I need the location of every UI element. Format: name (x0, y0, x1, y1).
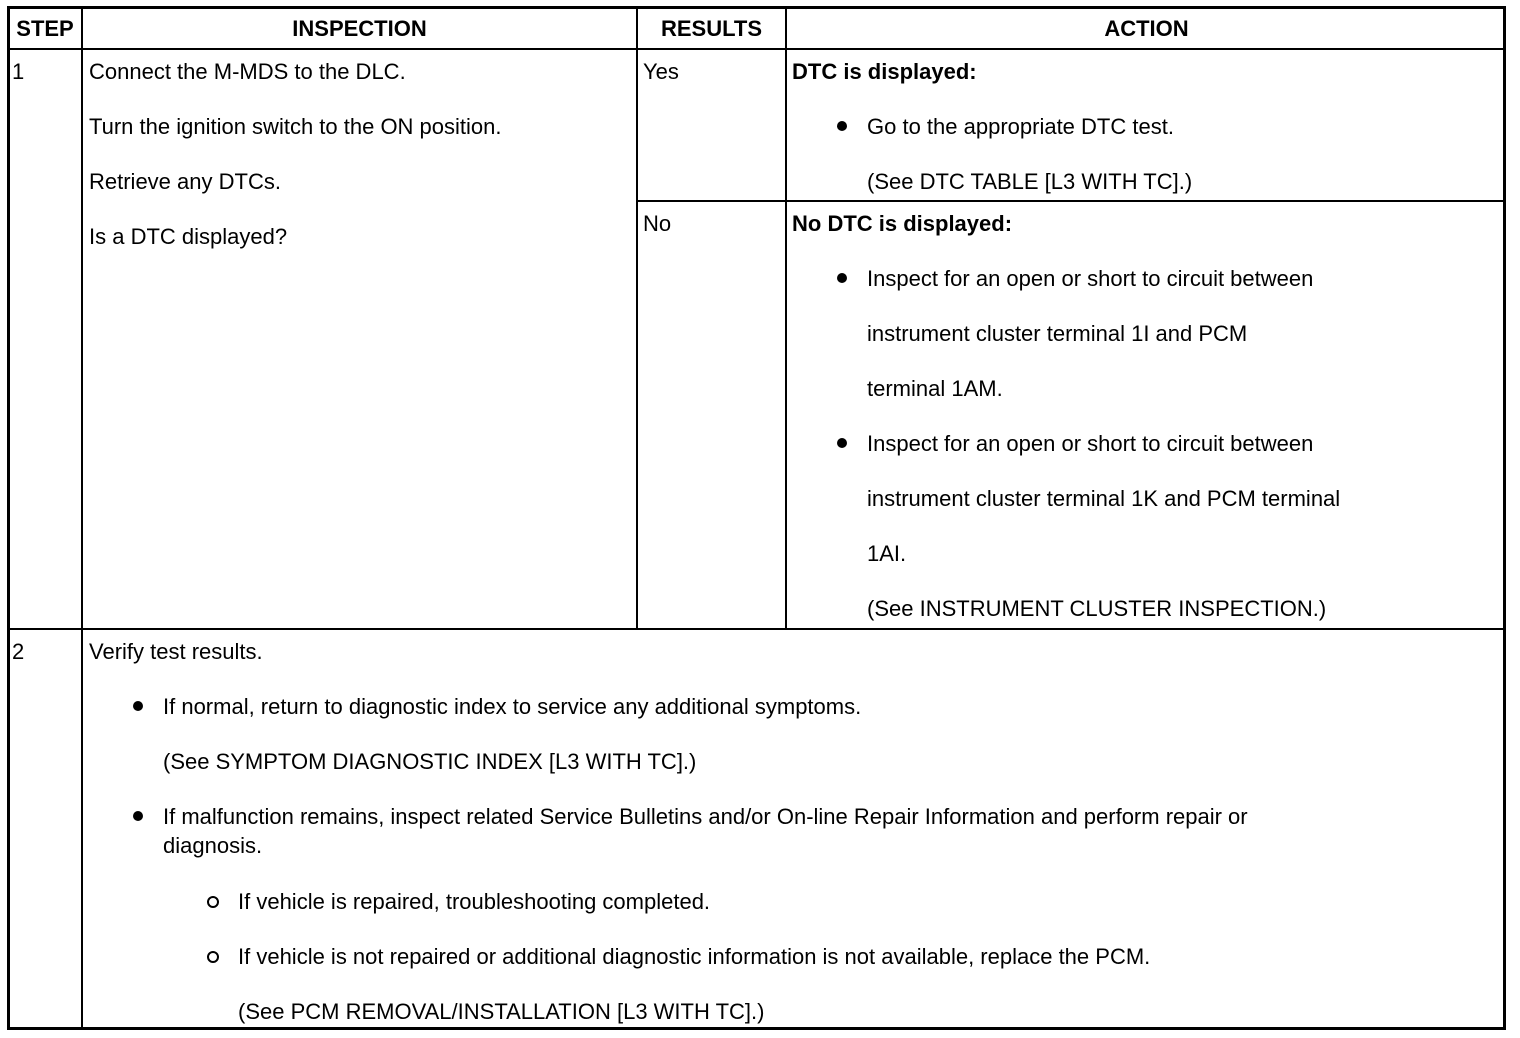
step-number-1: 1 (12, 59, 25, 84)
header-action: ACTION (1104, 16, 1189, 41)
action-no-bullet1-line2: instrument cluster terminal 1I and PCM (867, 321, 1248, 346)
action-no-bullet2-line1: Inspect for an open or short to circuit between (867, 431, 1314, 456)
action-no-heading: No DTC is displayed: (792, 211, 1013, 236)
diagnostic-table (7, 6, 1506, 1030)
sub-bullet-icon (207, 951, 219, 963)
action-no-reference: (See INSTRUMENT CLUSTER INSPECTION.) (867, 596, 1327, 621)
result-yes: Yes (643, 59, 679, 84)
column-divider-step (81, 6, 83, 1030)
step2-sub2: If vehicle is not repaired or additional diagnostic information is not available, replace the PCM. (238, 944, 1151, 969)
header-inspection: INSPECTION (292, 16, 427, 41)
inspection-line-1: Connect the M-MDS to the DLC. (89, 59, 406, 84)
sub-bullet-icon (207, 896, 219, 908)
step2-reference2: (See PCM REMOVAL/INSTALLATION [L3 WITH TC].) (238, 999, 765, 1024)
action-no-bullet2-line2: instrument cluster terminal 1K and PCM terminal (867, 486, 1341, 511)
action-yes-heading: DTC is displayed: (792, 59, 977, 84)
bullet-icon (133, 811, 143, 821)
step2-bullet2-line1: If malfunction remains, inspect related Service Bulletins and/or On-line Repair Information and perform repair or (163, 804, 1248, 829)
bullet-icon (837, 121, 847, 131)
inspection-line-3: Retrieve any DTCs. (89, 169, 281, 194)
action-yes-bullet: Go to the appropriate DTC test. (867, 114, 1174, 139)
step2-bullet2-line2: diagnosis. (163, 833, 263, 858)
action-no-bullet1-line3: terminal 1AM. (867, 376, 1003, 401)
action-no-bullet1-line1: Inspect for an open or short to circuit between (867, 266, 1314, 291)
step2-sub1: If vehicle is repaired, troubleshooting completed. (238, 889, 711, 914)
step2-intro: Verify test results. (89, 639, 263, 664)
inspection-line-2: Turn the ignition switch to the ON position. (89, 114, 502, 139)
bullet-icon (133, 701, 143, 711)
step-number-2: 2 (12, 639, 25, 664)
bullet-icon (837, 438, 847, 448)
yes-no-divider (636, 200, 1506, 202)
bullet-icon (837, 273, 847, 283)
column-divider-results (785, 6, 787, 629)
inspection-question: Is a DTC displayed? (89, 224, 288, 249)
header-results: RESULTS (660, 16, 763, 41)
step-row-divider (7, 628, 1506, 630)
column-divider-inspection (636, 6, 638, 629)
header-step: STEP (16, 16, 74, 41)
result-no: No (643, 211, 672, 236)
action-no-bullet2-line3: 1AI. (867, 541, 907, 566)
step2-bullet1: If normal, return to diagnostic index to service any additional symptoms. (163, 694, 862, 719)
step2-reference1: (See SYMPTOM DIAGNOSTIC INDEX [L3 WITH TC].) (163, 749, 697, 774)
action-yes-reference: (See DTC TABLE [L3 WITH TC].) (867, 169, 1193, 194)
